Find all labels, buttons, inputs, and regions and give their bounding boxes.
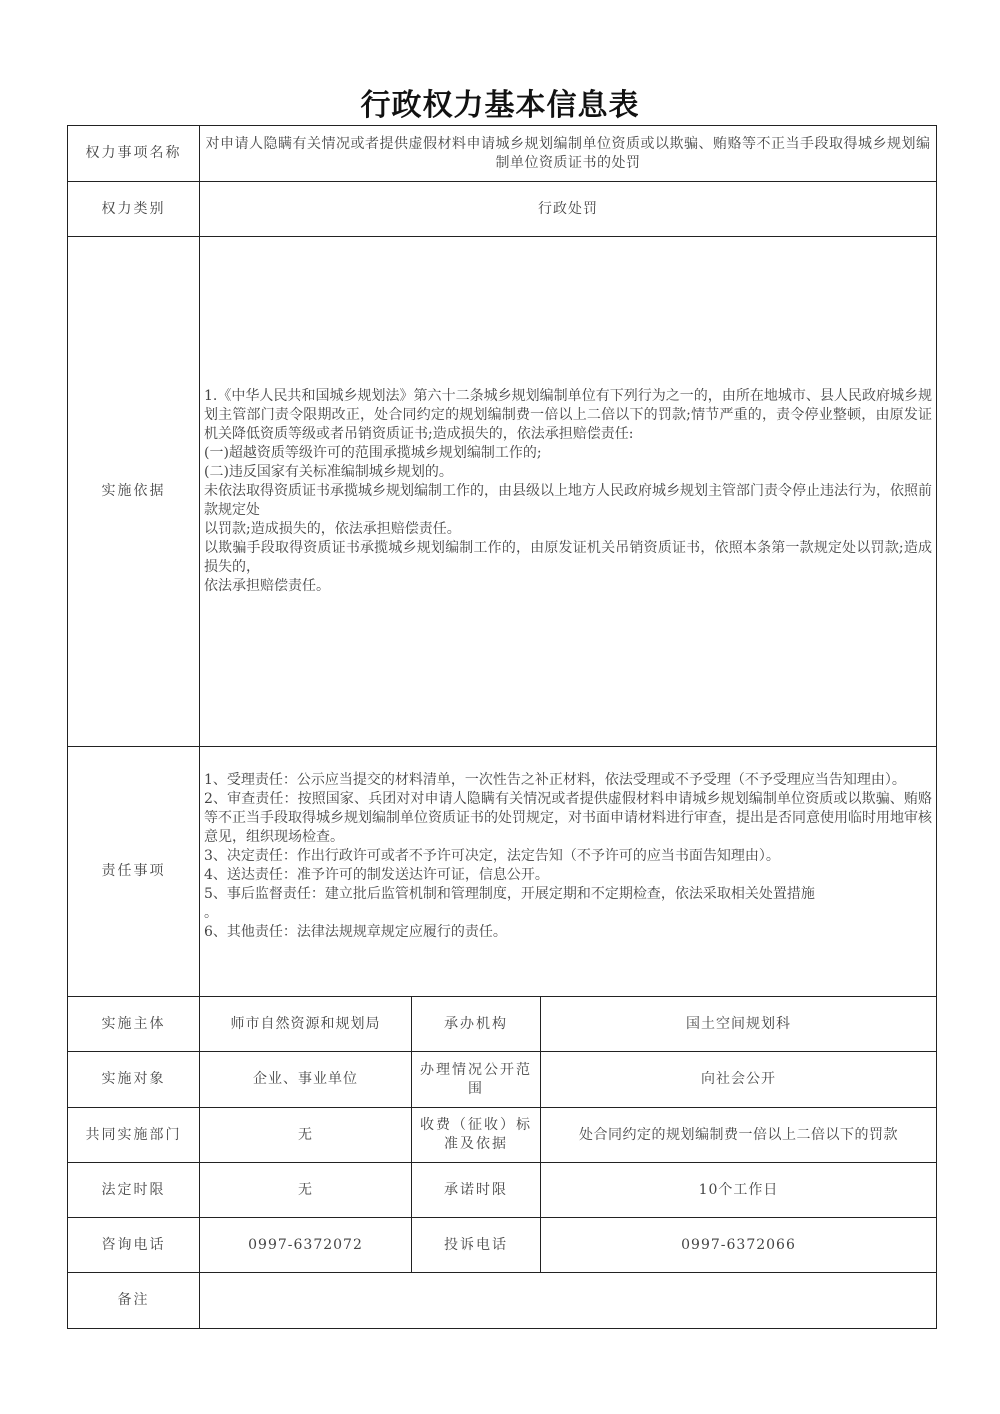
row-phone — [68, 1218, 937, 1273]
basis-label: 实施依据 — [68, 237, 200, 747]
power-name-label: 权力事项名称 — [68, 126, 200, 182]
fee-standard-label: 收费（征收）标准及依据 — [412, 1108, 541, 1163]
basis-line: 1.《中华人民共和国城乡规划法》第六十二条城乡规划编制单位有下列行为之一的，由所在地城市、县人民政府城乡规划主管部门责令限期改正，处合同约定的规划编制费一倍以上二倍以下的罚款;情节严重的，责令停业整顿，由原发证机关降低资质等级或者吊销资质证书;造成损失的，依法承担赔偿责任: — [204, 388, 932, 442]
target-value: 企业、事业单位 — [200, 1052, 412, 1108]
complaint-phone-label: 投诉电话 — [412, 1218, 541, 1273]
power-type-label: 权力类别 — [68, 182, 200, 237]
power-name-value: 对申请人隐瞒有关情况或者提供虚假材料申请城乡规划编制单位资质或以欺骗、贿赂等不正当手段取得城乡规划编制单位资质证书的处罚 — [200, 126, 937, 182]
promised-time-limit-label: 承诺时限 — [412, 1163, 541, 1218]
responsibility-line: 5、事后监督责任：建立批后监管机制和管理制度，开展定期和不定期检查，依法采取相关处置措施 — [204, 886, 815, 902]
basis-line: (一)超越资质等级许可的范围承揽城乡规划编制工作的; — [204, 445, 542, 461]
row-remarks — [68, 1273, 937, 1329]
consult-phone-value: 0997-6372072 — [200, 1218, 412, 1273]
responsibilities-label: 责任事项 — [68, 747, 200, 997]
implementer-label: 实施主体 — [68, 997, 200, 1052]
row-target — [68, 1052, 937, 1108]
disclosure-scope-label: 办理情况公开范围 — [412, 1052, 541, 1108]
basis-line: 以罚款;造成损失的，依法承担赔偿责任。 — [204, 521, 461, 537]
info-table — [67, 125, 937, 1329]
row-power-name — [68, 126, 937, 182]
consult-phone-label: 咨询电话 — [68, 1218, 200, 1273]
complaint-phone-value: 0997-6372066 — [541, 1218, 937, 1273]
page-title: 行政权力基本信息表 — [360, 88, 640, 123]
joint-dept-label: 共同实施部门 — [68, 1108, 200, 1163]
row-time-limit — [68, 1163, 937, 1218]
responsibility-line: 4、送达责任：准予许可的制发送达许可证，信息公开。 — [204, 867, 549, 883]
row-basis — [68, 237, 937, 747]
joint-dept-value: 无 — [200, 1108, 412, 1163]
disclosure-scope-value: 向社会公开 — [541, 1052, 937, 1108]
responsibility-line: 。 — [204, 905, 218, 921]
row-power-type — [68, 182, 937, 237]
basis-text — [200, 237, 937, 747]
implementer-value: 师市自然资源和规划局 — [200, 997, 412, 1052]
row-implementer — [68, 997, 937, 1052]
target-label: 实施对象 — [68, 1052, 200, 1108]
row-joint-dept — [68, 1108, 937, 1163]
handling-agency-label: 承办机构 — [412, 997, 541, 1052]
responsibility-line: 1、受理责任：公示应当提交的材料清单，一次性告之补正材料，依法受理或不予受理（不予受理应当告知理由）。 — [204, 772, 906, 788]
responsibility-line: 3、决定责任：作出行政许可或者不予许可决定，法定告知（不予许可的应当书面告知理由）。 — [204, 848, 780, 864]
basis-line: 未依法取得资质证书承揽城乡规划编制工作的，由县级以上地方人民政府城乡规划主管部门责令停止违法行为，依照前款规定处 — [204, 483, 932, 518]
fee-standard-value: 处合同约定的规划编制费一倍以上二倍以下的罚款 — [541, 1108, 937, 1163]
responsibility-line: 6、其他责任：法律法规规章规定应履行的责任。 — [204, 924, 507, 940]
basis-line: (二)违反国家有关标准编制城乡规划的。 — [204, 464, 453, 480]
row-responsibilities — [68, 747, 937, 997]
legal-time-limit-label: 法定时限 — [68, 1163, 200, 1218]
responsibilities-text — [200, 747, 937, 997]
legal-time-limit-value: 无 — [200, 1163, 412, 1218]
remarks-label: 备注 — [68, 1273, 200, 1329]
power-type-value: 行政处罚 — [200, 182, 937, 237]
basis-line: 依法承担赔偿责任。 — [204, 578, 330, 594]
handling-agency-value: 国土空间规划科 — [541, 997, 937, 1052]
promised-time-limit-value: 10个工作日 — [541, 1163, 937, 1218]
responsibility-line: 2、审查责任：按照国家、兵团对对申请人隐瞒有关情况或者提供虚假材料申请城乡规划编制单位资质或以欺骗、贿赂等不正当手段取得城乡规划编制单位资质证书的处罚规定，对书面申请材料进行审查，提出是否同意使用临时用地审核意见，组织现场检查。 — [204, 791, 932, 845]
basis-line: 以欺骗手段取得资质证书承揽城乡规划编制工作的，由原发证机关吊销资质证书，依照本条第一款规定处以罚款;造成损失的， — [204, 540, 932, 575]
remarks-value — [200, 1273, 937, 1329]
